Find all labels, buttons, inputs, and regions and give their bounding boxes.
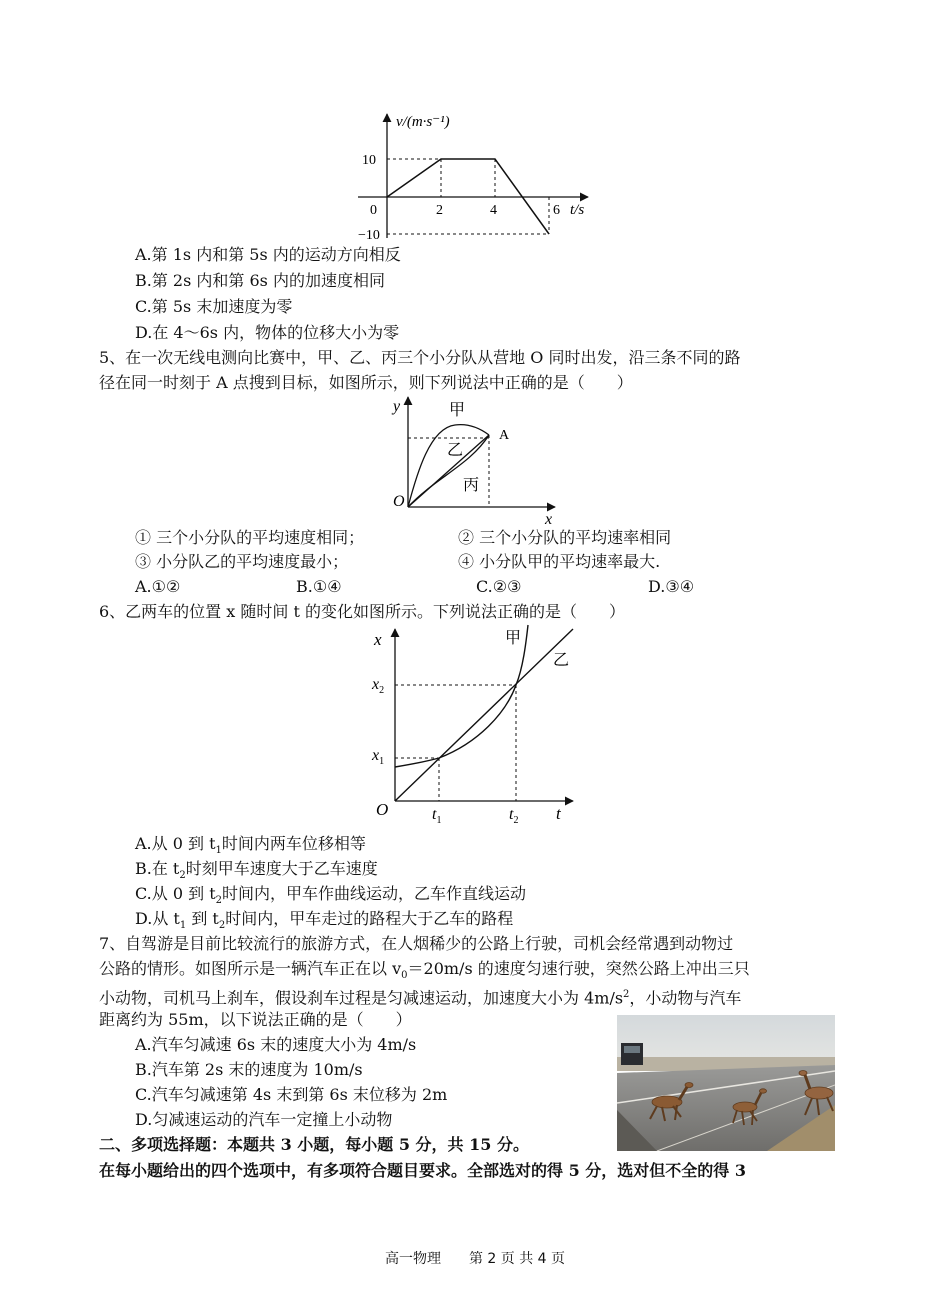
q4-x-axis-label: t/s [570,202,585,218]
q6-stem: 6、乙两车的位置 x 随时间 t 的变化如图所示。下列说法正确的是（ ） [99,602,625,621]
q5-choice-a: A.①② [135,577,181,596]
q6-t-axis-label: t [556,804,561,823]
q5-stem-line1: 5、在一次无线电测向比赛中，甲、乙、丙三个小分队从营地 O 同时出发，沿三条不同的路 [99,348,741,367]
q7-option-d: D.匀减速运动的汽车一定撞上小动物 [135,1110,393,1129]
q7-line1: 7、自驾游是目前比较流行的旅游方式，在人烟稀少的公路上行驶，司机会经常遇到动物过 [99,934,734,953]
q7-line3: 小动物，司机马上刹车，假设刹车过程是匀减速运动，加速度大小为 $4m/s^2$，小动物与汽车 [99,988,742,1008]
q6-option-b: B.在 $t_2$时刻甲车速度大于乙车速度 [135,859,378,882]
q4-vt-graph [340,108,620,243]
q5-label-jia: 甲 [449,402,466,419]
q4-tick-neg10: −10 [358,228,380,243]
q7-line2: 公路的情形。如图所示是一辆汽车正在以 $v_0=20m/s$ 的速度匀速行驶，突然公路上冲出三只 [99,959,750,982]
q4-tick-10: 10 [362,153,376,168]
q6-xt-graph [368,623,588,833]
q7-line4: 距离约为 55m，以下说法正确的是（ ） [99,1010,412,1029]
q6-option-c: C.从 0 到 $t_2$时间内，甲车作曲线运动，乙车作直线运动 [135,884,527,907]
q5-statement-4: ④ 小分队甲的平均速率最大. [458,552,661,571]
q6-label-t2: $t_2$ [509,806,519,826]
q5-y-label: y [393,398,401,415]
q5-choice-b: B.①④ [296,577,342,596]
section2-instruction: 在每小题给出的四个选项中，有多项符合题目要求。全部选对的得 5 分，选对但不全的得 3 [99,1161,746,1180]
q6-label-t1: $t_1$ [432,806,442,826]
q5-path-graph [385,393,565,525]
q5-x-label: x [545,511,553,525]
q5-statement-2: ② 三个小分队的平均速率相同 [458,528,672,547]
q6-label-jia: 甲 [505,630,522,647]
q6-option-a: A.从 0 到 $t_1$时间内两车位移相等 [135,834,366,857]
q4-tick-6: 6 [553,203,560,218]
q4-option-a: A.第 1s 内和第 5s 内的运动方向相反 [135,245,401,264]
q6-label-x2: $x_2$ [372,676,385,696]
q7-road-photo [617,1015,835,1151]
q4-tick-4: 4 [490,203,497,218]
q6-x-axis-label: x [374,630,382,649]
q5-origin: O [393,493,405,510]
q5-label-bing: 丙 [463,477,480,494]
q5-choice-c: C.②③ [476,577,522,596]
q7-option-a: A.汽车匀减速 6s 末的速度大小为 4m/s [135,1035,417,1054]
q5-statement-3: ③ 小分队乙的平均速度最小； [135,552,349,571]
q4-tick-2: 2 [436,203,443,218]
q6-option-d: D.从 $t_1$ 到 $t_2$时间内，甲车走过的路程大于乙车的路程 [135,909,514,932]
q5-label-a: A [499,428,510,443]
q7-option-b: B.汽车第 2s 末的速度为 10m/s [135,1060,363,1079]
q6-label-yi: 乙 [553,652,570,669]
q5-choice-d: D.③④ [648,577,695,596]
q5-stem-line2: 径在同一时刻于 A 点搜到目标，如图所示，则下列说法中正确的是（ ） [99,373,633,392]
page-footer: 高一物理 第 2 页 共 4 页 [384,1251,566,1267]
q4-tick-origin: 0 [370,203,377,218]
q4-y-axis-label: v/(m·s⁻¹) [396,114,450,130]
q7-option-c: C.汽车匀减速第 4s 末到第 6s 末位移为 2m [135,1085,448,1104]
q4-option-c: C.第 5s 末加速度为零 [135,297,293,316]
q6-origin: O [376,800,389,819]
q5-label-yi: 乙 [447,442,464,459]
q4-option-b: B.第 2s 内和第 6s 内的加速度相同 [135,271,385,290]
q5-statement-1: ① 三个小分队的平均速度相同； [135,528,365,547]
section2-title: 二、多项选择题：本题共 3 小题，每小题 5 分，共 15 分。 [99,1135,529,1154]
q6-label-x1: $x_1$ [372,747,385,767]
q4-option-d: D.在 4～6s 内，物体的位移大小为零 [135,323,400,342]
